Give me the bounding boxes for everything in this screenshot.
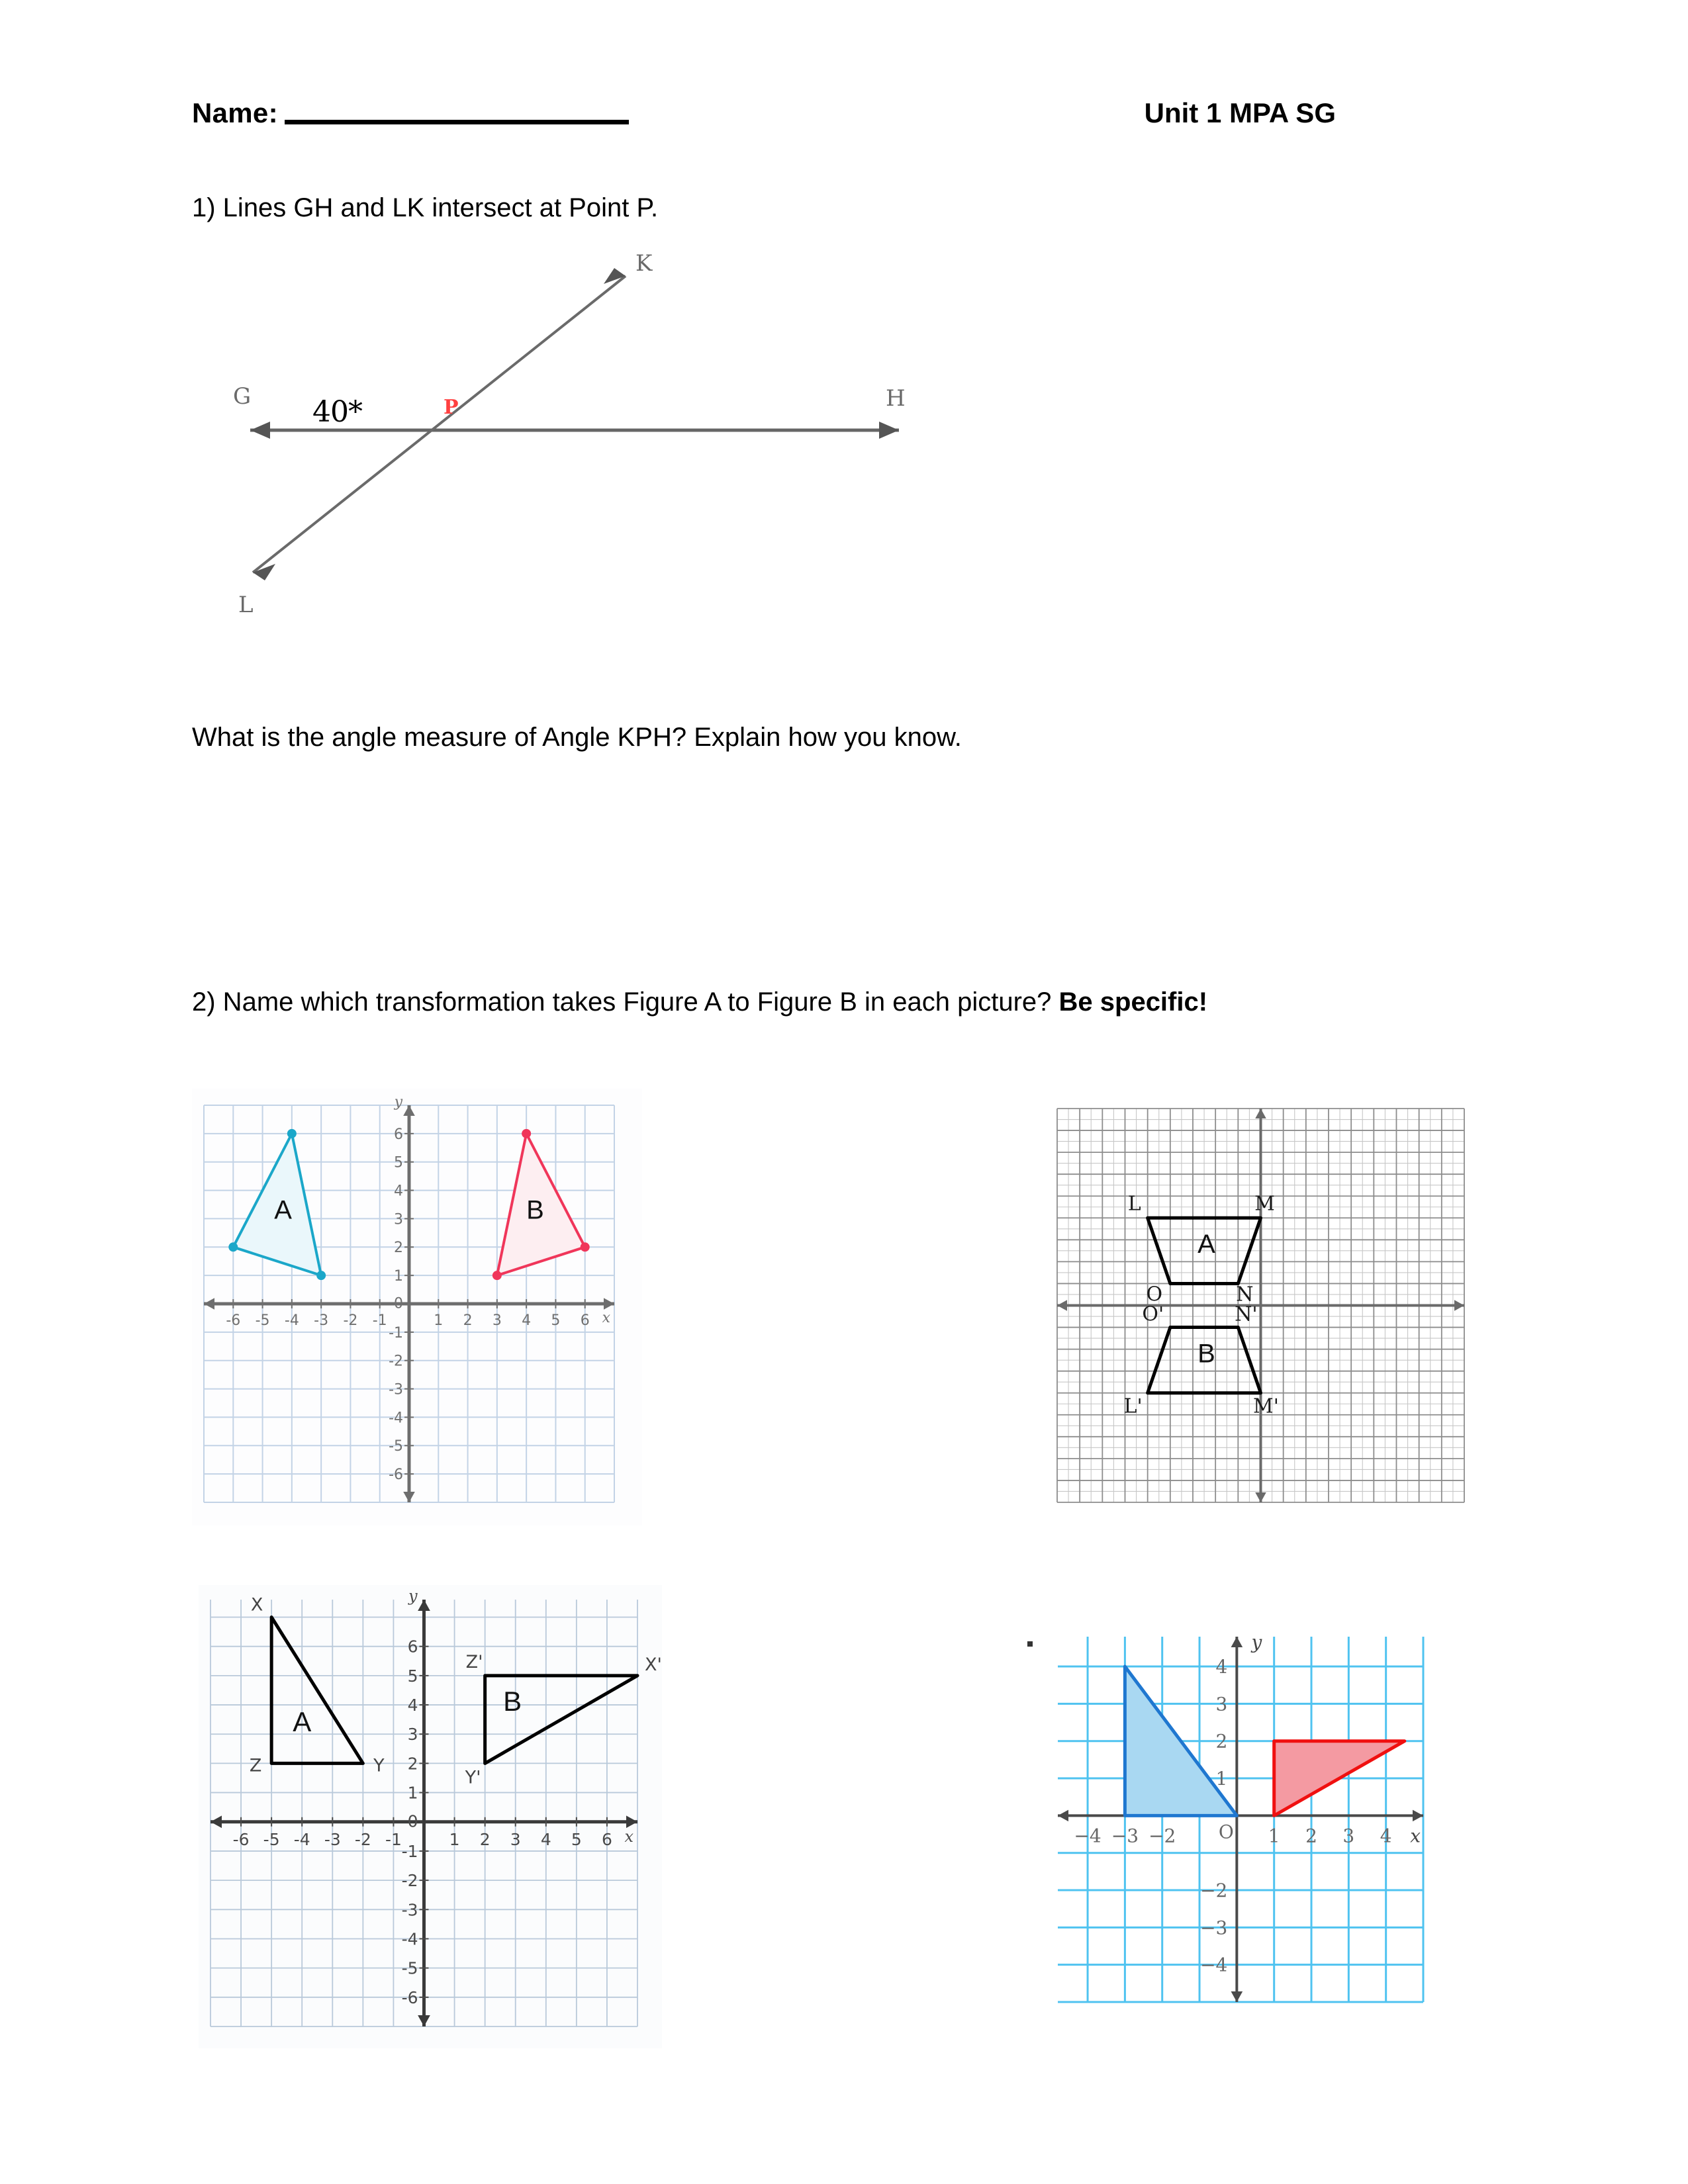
vertex-label-z-prime: Z' (465, 1651, 483, 1672)
label-H: H (886, 385, 906, 412)
svg-text:2: 2 (479, 1829, 491, 1849)
svg-text:x: x (1410, 1825, 1421, 1847)
svg-text:5: 5 (571, 1829, 582, 1849)
svg-text:5: 5 (407, 1666, 418, 1686)
svg-text:-5: -5 (263, 1829, 280, 1849)
svg-text:6: 6 (394, 1126, 403, 1143)
svg-text:4: 4 (522, 1312, 532, 1329)
svg-text:-1: -1 (385, 1829, 402, 1849)
svg-text:3: 3 (510, 1829, 521, 1849)
svg-text:1: 1 (1268, 1825, 1280, 1847)
label-P: P (444, 396, 459, 419)
svg-text:4: 4 (407, 1696, 418, 1715)
svg-text:-3: -3 (389, 1381, 403, 1398)
svg-text:0: 0 (407, 1811, 418, 1831)
svg-text:−4: −4 (1074, 1825, 1102, 1847)
svg-text:1: 1 (1215, 1768, 1228, 1790)
svg-text:-6: -6 (226, 1312, 241, 1329)
svg-text:2: 2 (394, 1240, 403, 1257)
svg-text:4: 4 (1380, 1825, 1392, 1847)
svg-text:−3: −3 (1200, 1917, 1228, 1939)
svg-text:3: 3 (1342, 1825, 1355, 1847)
vertex-label-l: L (1127, 1192, 1141, 1216)
graph-3-canvas[interactable] (199, 1585, 662, 2048)
svg-text:y: y (408, 1586, 418, 1606)
svg-text:-5: -5 (255, 1312, 270, 1329)
svg-text:y: y (1251, 1631, 1262, 1653)
vertex-label-x-prime: X' (645, 1654, 662, 1675)
svg-text:3: 3 (492, 1312, 502, 1329)
svg-text:-4: -4 (389, 1410, 403, 1427)
svg-text:6: 6 (601, 1829, 612, 1849)
svg-text:2: 2 (407, 1754, 418, 1774)
graph-2-canvas[interactable] (1043, 1089, 1486, 1525)
label-L: L (238, 592, 254, 618)
question-1-followup-text: What is the angle measure of Angle KPH? Explain how you know. (192, 723, 962, 752)
question-2-bold: Be specific! (1058, 987, 1208, 1017)
svg-text:3: 3 (407, 1725, 418, 1745)
svg-text:-1: -1 (401, 1841, 418, 1861)
line-LK (253, 276, 626, 572)
svg-text:1: 1 (449, 1829, 460, 1849)
vertex-dot (228, 1242, 238, 1251)
svg-text:6: 6 (580, 1312, 590, 1329)
vertex-dot (581, 1242, 590, 1251)
svg-text:-4: -4 (284, 1312, 299, 1329)
svg-text:y: y (394, 1094, 402, 1111)
vertex-label-l-prime: L' (1123, 1394, 1143, 1418)
svg-text:-6: -6 (232, 1829, 250, 1849)
vertex-dot (492, 1271, 502, 1280)
svg-text:1: 1 (394, 1268, 403, 1285)
figure-label-b: B (526, 1195, 544, 1225)
svg-text:-1: -1 (372, 1312, 387, 1329)
worksheet-header (192, 99, 1489, 127)
page-title: Unit 1 MPA SG (1144, 97, 1336, 128)
vertex-label-n-prime: N' (1235, 1302, 1258, 1326)
svg-text:-1: -1 (389, 1324, 403, 1342)
graph-2-panel (1043, 1089, 1486, 1525)
vertex-label-m-prime: M' (1253, 1394, 1279, 1418)
svg-text:x: x (602, 1310, 610, 1326)
svg-text:1: 1 (407, 1783, 418, 1803)
name-write-line[interactable] (285, 120, 629, 124)
question-1-text: 1) Lines GH and LK intersect at Point P. (192, 193, 659, 222)
svg-text:-2: -2 (343, 1312, 358, 1329)
svg-text:6: 6 (407, 1637, 418, 1657)
question-2-plain: 2) Name which transformation takes Figure A to Figure B in each picture? (192, 987, 1059, 1017)
svg-text:-6: -6 (389, 1467, 403, 1484)
figure-label-b: B (503, 1685, 522, 1717)
label-G: G (233, 383, 252, 410)
figure-label-a: A (1197, 1230, 1215, 1259)
svg-text:2: 2 (463, 1312, 473, 1329)
svg-text:3: 3 (394, 1211, 403, 1228)
vertex-dot (522, 1129, 531, 1138)
svg-text:5: 5 (551, 1312, 561, 1329)
svg-text:-5: -5 (401, 1958, 418, 1978)
vertex-label-z: Z (249, 1755, 262, 1776)
vertex-dot (287, 1129, 297, 1138)
svg-text:1: 1 (434, 1312, 444, 1329)
svg-text:0: 0 (394, 1295, 403, 1312)
stray-dot-mark (1027, 1641, 1033, 1647)
figure-label-a: A (293, 1706, 312, 1737)
graph-1-canvas[interactable] (192, 1089, 642, 1525)
svg-text:-4: -4 (293, 1829, 310, 1849)
svg-text:-4: -4 (401, 1929, 418, 1949)
svg-text:4: 4 (540, 1829, 551, 1849)
svg-text:4: 4 (1215, 1656, 1228, 1678)
svg-text:-3: -3 (401, 1900, 418, 1920)
svg-text:2: 2 (1305, 1825, 1317, 1847)
svg-text:x: x (624, 1827, 633, 1846)
svg-text:4: 4 (394, 1183, 403, 1200)
vertex-label-n: N (1236, 1283, 1254, 1306)
vertex-label-x: X (250, 1594, 263, 1615)
svg-text:−2: −2 (1149, 1825, 1176, 1847)
svg-text:O: O (1218, 1821, 1234, 1843)
svg-text:-2: -2 (354, 1829, 371, 1849)
vertex-label-o: O (1146, 1283, 1163, 1306)
vertex-dot (316, 1271, 326, 1280)
vertex-label-y-prime: Y' (465, 1767, 481, 1788)
figure-label-a: A (274, 1195, 292, 1225)
intersecting-lines-figure (199, 242, 940, 639)
svg-text:3: 3 (1215, 1693, 1228, 1715)
vertex-label-y: Y (373, 1755, 385, 1776)
graph-4-panel (1046, 1625, 1436, 2015)
svg-text:-6: -6 (401, 1987, 418, 2007)
svg-text:-2: -2 (401, 1871, 418, 1891)
vertex-label-m: M (1254, 1192, 1275, 1216)
label-K: K (635, 250, 653, 277)
svg-text:5: 5 (394, 1154, 403, 1171)
graph-1-panel (192, 1089, 642, 1525)
svg-text:-3: -3 (324, 1829, 341, 1849)
svg-text:−2: −2 (1200, 1880, 1228, 1902)
svg-text:-2: -2 (389, 1353, 403, 1370)
graph-4-canvas[interactable] (1046, 1625, 1436, 2015)
vertex-label-o-prime: O' (1142, 1302, 1164, 1326)
angle-measure-label: 40* (312, 395, 362, 429)
svg-text:−3: −3 (1111, 1825, 1139, 1847)
svg-text:-5: -5 (389, 1438, 403, 1455)
graph-3-panel (199, 1585, 662, 2048)
name-label: Name: (192, 97, 278, 128)
svg-text:-3: -3 (314, 1312, 329, 1329)
svg-text:−4: −4 (1200, 1954, 1228, 1976)
question-2-text (192, 986, 1207, 1018)
figure-label-b: B (1197, 1339, 1215, 1369)
name-field-block (192, 99, 629, 127)
svg-text:2: 2 (1215, 1730, 1228, 1752)
